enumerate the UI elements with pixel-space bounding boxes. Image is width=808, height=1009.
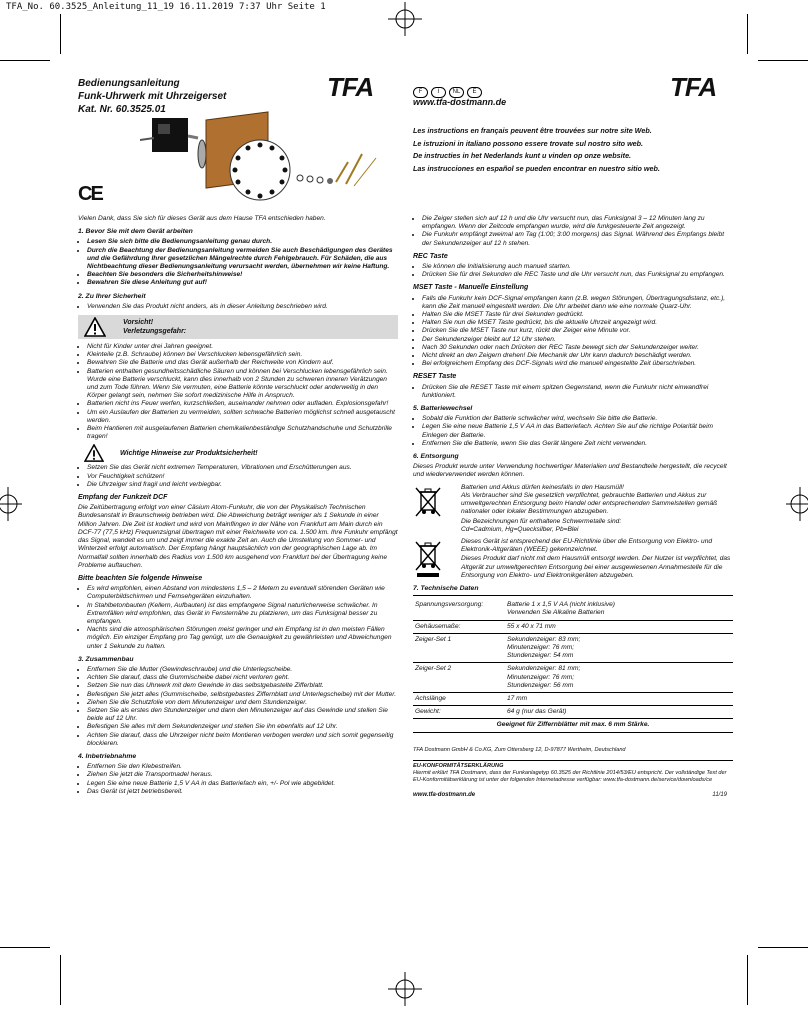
spec-value-line: Stundenzeiger: 54 mm	[507, 652, 574, 660]
important-list	[78, 464, 398, 489]
registration-mark-icon	[786, 487, 808, 521]
note-fr: Les instructions en français peuvent être trouvées sur notre site Web.	[413, 126, 652, 135]
spec-key: Achslänge	[413, 692, 505, 705]
right-column	[413, 215, 733, 799]
battery-disposal-block	[413, 484, 733, 534]
crop-mark	[0, 60, 50, 61]
ce-mark: CE	[78, 183, 102, 205]
table-row	[413, 620, 733, 633]
table-row	[413, 663, 733, 693]
spec-value	[505, 663, 733, 693]
bin1-text-4: Cd=Cadmium, Hg=Quecksilber, Pb=Blei	[461, 525, 579, 533]
divider	[413, 595, 733, 596]
spec-value-line: 55 x 40 x 71 mm	[507, 622, 556, 630]
crop-mark	[758, 947, 808, 948]
section-1-title: 1. Bevor Sie mit dem Gerät arbeiten	[78, 228, 193, 236]
hints-list	[78, 585, 398, 651]
table-row	[413, 599, 733, 620]
list-item: • Falls die Funkuhr kein DCF-Signal empfangen kann (z.B. wegen Störungen, Übertragungsdistanz, etc.), kann die Zeit manuell eingestellt werden. Die Uhr arbeitet dann wie eine normale Quarz-Uhr.	[422, 295, 733, 311]
note-es: Las instrucciones en español se pueden encontrar en nuestro sitio web.	[413, 163, 660, 173]
disposal-text: Dieses Produkt wurde unter Verwendung hochwertiger Materialien und Bestandteile hergestellt, die recycelt und wiederverwendet werden können.	[413, 463, 727, 479]
list-item: • In Stahlbetonbauten (Kellern, Aufbauten) ist das empfangene Signal naturlicherweise schwächer. In Extremfällen wird empfohlen, das Gerät in Fensternähe zu platzieren, um das Funksignal besser zu empfangen.	[87, 602, 398, 627]
list-item: • Befestigen Sie jetzt alles (Gummischeibe, selbstgebastes Ziffernblatt und Unterlegscheibe) mit der Mutter.	[87, 691, 398, 699]
spec-key: Spannungsversorgung:	[413, 599, 505, 620]
list-item: • Entfernen Sie die Mutter (Gewindeschraube) und die Unterlegscheibe.	[87, 666, 398, 674]
language-badge-fr: F	[413, 87, 428, 98]
crop-mark	[747, 955, 748, 1005]
list-item: • Kleinteile (z.B. Schraube) können bei Verschlucken lebensgefährlich sein.	[87, 351, 398, 359]
list-item: • Batterien enthalten gesundheitsschädliche Säuren und können bei Verschlucken lebensgefährlich sein. Wurde eine Batterie verschluckt, kann dies innerhalb von 2 Stunden zu schweren inneren Verätzungen und zum Tode führen. Wenn Sie vermuten, eine Batterie könnte verschluckt oder anderweitig in den Körper gelangt sein, nehmen Sie sofort medizinische Hilfe in Anspruch.	[87, 368, 398, 401]
weee-disposal-block	[413, 538, 733, 580]
initial-list	[413, 215, 733, 248]
title-line-3: Kat. Nr. 60.3525.01	[78, 104, 166, 115]
list-item: • Halten Sie nun die MSET Taste gedrückt, bis die aktuelle Uhrzeit angezeigt wird.	[422, 319, 733, 327]
list-item: • Bewahren Sie die Batterie und das Gerät außerhalb der Reichweite von Kindern auf.	[87, 359, 398, 367]
spec-value-line: Stundenzeiger: 56 mm	[507, 681, 574, 689]
print-header: TFA_No. 60.3525_Anleitung_11_19 16.11.2019 7:37 Uhr Seite 1	[6, 2, 326, 12]
list-item: • Drücken Sie für drei Sekunden die REC Taste und die Uhr versucht nun, das Funksignal zu empfangen.	[422, 271, 733, 279]
spec-value	[505, 633, 733, 663]
rec-title: REC Taste	[413, 252, 448, 260]
weee-bin-icon	[415, 540, 441, 578]
hints-title: Bitte beachten Sie folgende Hinweise	[78, 574, 203, 582]
international-notes	[413, 125, 660, 175]
list-item: • Nach 30 Sekunden oder nach Drücken der REC Taste bewegt sich der Sekundenzeiger weiter.	[422, 344, 733, 352]
clock-movement-illustration	[140, 110, 380, 210]
crop-mark	[747, 14, 748, 54]
list-item: • Nicht direkt an den Zeigern drehen! Die Mechanik der Uhr kann dadurch beschädigt werden.	[422, 352, 733, 360]
tfa-logo: TFA	[670, 72, 717, 102]
spec-value-line: 17 mm	[507, 694, 528, 702]
section-3-title: 3. Zusammenbau	[78, 655, 134, 663]
crop-mark	[60, 14, 61, 54]
list-item: • Achten Sie darauf, dass die Uhrzeiger nicht beim Montieren verbogen werden und sich somit gegenseitig blockieren.	[87, 732, 398, 748]
footer-date: 11/19	[712, 791, 727, 798]
list-item: • Halten Sie die MSET Taste für drei Sekunden gedrückt.	[422, 311, 733, 319]
list-item: • Ziehen Sie jetzt die Transportnadel heraus.	[87, 771, 398, 779]
eu-text: Hiermit erklärt TFA Dostmann, dass der Funkanlagetyp 60.3525 der Richtlinie 2014/53/EU entspricht. Der vollständige Text der EU-Konformitätserklärung ist unter der folgenden Internetadresse verfügbar: www.tfa-dostmann.de/service/downloads/ce	[413, 769, 727, 783]
spec-key: Zeiger-Set 2	[413, 663, 505, 693]
crop-mark	[60, 955, 61, 1005]
language-badge-it: I	[431, 87, 446, 98]
section-5-title: 5. Batteriewechsel	[413, 405, 473, 413]
spec-table	[413, 599, 733, 732]
company-block	[413, 747, 733, 799]
language-badge-nl: NL	[449, 87, 464, 98]
list-item: • Um ein Auslaufen der Batterien zu vermeiden, sollten schwache Batterien möglichst schnell ausgetauscht werden.	[87, 409, 398, 425]
registration-mark-icon	[388, 2, 422, 36]
spec-value	[505, 599, 733, 620]
spec-value-line: 64 g (nur das Gerät)	[507, 708, 567, 716]
section-2-list	[78, 303, 398, 311]
list-item: • Batterien nicht ins Feuer werfen, kurzschließen, auseinander nehmen oder aufladen. Explosionsgefahr!	[87, 400, 398, 408]
section-3-list	[78, 666, 398, 748]
list-item: • Verwenden Sie das Produkt nicht anders, als in dieser Anleitung beschrieben wird.	[87, 303, 398, 311]
warning-line-2: Verletzungsgefahr:	[123, 327, 187, 335]
list-item: • Durch die Beachtung der Bedienungsanleitung vermeiden Sie auch Beschädigungen des Gerätes und die Gefährdung Ihrer gesetzlichen Mängelrechte durch Fehlgebrauch. Für Schäden, die aus Nichtbeachtung dieser Bedienungsanleitung verursacht werden, übernehmen wir keine Haftung.	[87, 247, 398, 272]
reset-list	[413, 384, 733, 400]
list-item: • Das Gerät ist jetzt betriebsbereit.	[87, 788, 398, 796]
list-item: • Setzen Sie nun das Uhrwerk mit dem Gewinde in das selbstgebastelte Zifferblatt.	[87, 682, 398, 690]
warning-line-1: Vorsicht!	[123, 319, 154, 327]
list-item: • Bei erfolgreichem Empfang des DCF-Signals wird die manuell eingestellte Zeit überschrieben.	[422, 360, 733, 368]
bin1-text-2: Als Verbraucher sind Sie gesetzlich verpflichtet, gebrauchte Batterien und Akkus zur umweltgerechten Entsorgung beim Handel oder entsprechenden Sammelstellen gemäß nationaler oder lokaler Bestimmungen abzugeben.	[461, 491, 718, 516]
list-item: • Der Sekundenzeiger bleibt auf 12 Uhr stehen.	[422, 336, 733, 344]
spec-key: Zeiger-Set 1	[413, 633, 505, 663]
list-item: • Ziehen Sie die Schutzfolie von dem Minutenzeiger und dem Stundenzeiger.	[87, 699, 398, 707]
list-item: • Legen Sie eine neue Batterie 1,5 V AA in das Batteriefach. Achten Sie auf die richtige Polarität beim Einlegen der Batterie.	[422, 423, 733, 439]
bin1-text-3: Die Bezeichnungen für enthaltene Schwermetalle sind:	[461, 517, 622, 525]
registration-mark-icon	[388, 972, 422, 1006]
list-item: • Drücken Sie die RESET Taste mit einem spitzen Gegenstand, wenn die Funkuhr nicht einwandfrei funktioniert.	[422, 384, 733, 400]
list-item: • Nicht für Kinder unter drei Jahren geeignet.	[87, 343, 398, 351]
dcf-text: Die Zeitübertragung erfolgt von einer Cäsium Atom-Funkuhr, die von der Physikalisch Technischen Bundesanstalt in Braunschweig betrieben wird. Die Abweichung beträgt weniger als 1 Sekunde in einer Million Jahren. Die Zeit ist kodiert und wird von Mainflingen in der Nähe von Frankfurt am Main durch ein DCF-77 (77,5 kHz) Frequenzsignal übertragen mit einer Reichweite von ca. 1.500 km. Ihre Funkuhr empfängt das Signal, wandelt es um und zeigt immer die exakte Zeit an. Auch die Umstellung von Sommer- und Winterzeit erfolgt automatisch. Der Empfang hängt hauptsächlich von der geographischen Lage ab. Im Normalfall sollten innerhalb des Radius von 1.500 km ausgehend von Frankfurt bei der Übertragung keine Probleme auftauchen.	[78, 504, 398, 569]
footer-row	[413, 792, 733, 799]
warning-list	[78, 343, 398, 441]
spec-key: Gewicht:	[413, 706, 505, 719]
reset-title: RESET Taste	[413, 373, 457, 381]
rec-list	[413, 263, 733, 279]
section-6-title: 6. Entsorgung	[413, 453, 459, 461]
spec-value	[505, 706, 733, 719]
list-item: • Entfernen Sie den Klebestreifen.	[87, 763, 398, 771]
intro-text: Vielen Dank, dass Sie sich für dieses Gerät aus dem Hause TFA entschieden haben.	[78, 215, 326, 222]
list-item: • Vor Feuchtigkeit schützen!	[87, 473, 398, 481]
language-badge-es: E	[467, 87, 482, 98]
section-5-list	[413, 415, 733, 448]
spec-value-line: Verwenden Sie Alkaline Batterien	[507, 609, 605, 617]
table-row	[413, 706, 733, 719]
section-7-title: 7. Technische Daten	[413, 584, 479, 592]
bin1-text-1: Batterien und Akkus dürfen keinesfalls in den Hausmüll!	[461, 483, 624, 491]
list-item: • Setzen Sie als erstes den Stundenzeiger und dann den Minutenzeiger auf das Gewinde und stellen Sie beide auf 12 Uhr.	[87, 707, 398, 723]
list-item: • Die Zeiger stellen sich auf 12 h und die Uhr versucht nun, das Funksignal 3 – 12 Minuten lang zu empfangen. Wenn der Zeitcode empfangen wurde, wird die funkgesteuerte Zeit angezeigt.	[422, 215, 733, 231]
bin2-text-1: Dieses Gerät ist entsprechend der EU-Richtlinie über die Entsorgung von Elektro- und Elektronik-Altgeräten (WEEE) gekennzeichnet.	[461, 537, 713, 554]
table-row	[413, 692, 733, 705]
warning-heading	[123, 319, 186, 336]
spec-value-line: Sekundenzeiger: 81 mm;	[507, 665, 581, 673]
note-it: Le istruzioni in italiano possono essere trovate sul nostro sito web.	[413, 138, 644, 148]
spec-value-line: Batterie 1 x 1,5 V AA (nicht inklusive)	[507, 601, 615, 609]
list-item: • Setzen Sie das Gerät nicht extremen Temperaturen, Vibrationen und Erschütterungen aus.	[87, 464, 398, 472]
section-4-title: 4. Inbetriebnahme	[78, 752, 137, 760]
list-item: • Sie können die Initialisierung auch manuell starten.	[422, 263, 733, 271]
table-row	[413, 633, 733, 663]
spec-value-line: Minutenzeiger: 76 mm;	[507, 643, 575, 651]
title-line-1: Bedienungsanleitung	[78, 78, 180, 89]
list-item: • Beachten Sie besonders die Sicherheitshinweise!	[87, 271, 398, 279]
list-item: • Es wird empfohlen, einen Abstand von mindestens 1,5 – 2 Metern zu eventuell störenden Geräten wie Computerbildschirmen und Fernsehgeräten einzuhalten.	[87, 585, 398, 601]
registration-mark-icon	[0, 487, 22, 521]
mset-list	[413, 295, 733, 369]
website-link[interactable]: www.tfa-dostmann.de	[413, 97, 507, 107]
spec-value	[505, 692, 733, 705]
bin2-text-2: Dieses Produkt darf nicht mit dem Hausmüll entsorgt werden. Der Nutzer ist verpflichtet, das Altgerät zur umweltgerechten Entsorgung bei einer ausgewiesenen Annahmestelle für die Entsorgung von Elektro- und Elektronikgeräten abzugeben.	[461, 555, 731, 579]
section-4-list	[78, 763, 398, 796]
spec-value-line: Sekundenzeiger: 83 mm;	[507, 635, 581, 643]
spec-value-line: Minutenzeiger: 76 mm;	[507, 673, 575, 681]
dcf-title: Empfang der Funkzeit DCF	[78, 494, 168, 502]
section-2-title: 2. Zu Ihrer Sicherheit	[78, 292, 146, 300]
list-item: • Sobald die Funktion der Batterie schwächer wird, wechseln Sie bitte die Batterie.	[422, 415, 733, 423]
divider	[413, 760, 733, 761]
list-item: • Die Funkuhr empfängt zweimal am Tag (1:00; 3:00 morgens) das Signal. Während des Empfangs bleibt der Sekundenzeiger auf 12 h stehen.	[422, 231, 733, 247]
crop-mark	[0, 947, 50, 948]
eu-title: EU-KONFORMITÄTSERKLÄRUNG	[413, 762, 504, 769]
title-line-2: Funk-Uhrwerk mit Uhrzeigerset	[78, 91, 227, 102]
list-item: • Lesen Sie sich bitte die Bedienungsanleitung genau durch.	[87, 238, 398, 246]
list-item: • Achten Sie darauf, dass die Gummischeibe dabei nicht verloren geht.	[87, 674, 398, 682]
crop-mark	[758, 60, 808, 61]
mset-title: MSET Taste - Manuelle Einstellung	[413, 284, 529, 292]
list-item: • Nachts sind die atmosphärischen Störungen meist geringer und ein Empfang ist in den meisten Fällen möglich. Ein einziger Empfang pro Tag genügt, um die Genauigkeit zu gewährleisten und Abweichungen unter 1 Sekunde zu halten.	[87, 626, 398, 651]
language-badges	[413, 80, 485, 98]
spec-value	[505, 620, 733, 633]
warning-triangle-icon	[84, 317, 106, 337]
list-item: • Legen Sie eine neue Batterie 1,5 V AA in das Batteriefach ein, +/- Pol wie abgebildet.	[87, 780, 398, 788]
list-item: • Entfernen Sie die Batterie, wenn Sie das Gerät längere Zeit nicht verwenden.	[422, 440, 733, 448]
crossed-bin-icon	[415, 486, 441, 518]
footer-url[interactable]: www.tfa-dostmann.de	[413, 791, 476, 798]
warning-triangle-icon	[84, 444, 104, 462]
left-column	[78, 215, 398, 799]
note-nl: De instructies in het Nederlands kunt u vinden op onze website.	[413, 151, 632, 161]
list-item: • Drücken Sie die MSET Taste nur kurz, rückt der Zeiger eine Minute vor.	[422, 327, 733, 335]
list-item: • Bewahren Sie diese Anleitung gut auf!	[87, 279, 398, 287]
list-item: • Die Uhrzeiger sind fragil und leicht verbiegbar.	[87, 481, 398, 489]
important-heading-row	[78, 444, 398, 462]
section-1-list	[78, 238, 398, 287]
spec-key: Gehäusemaße:	[413, 620, 505, 633]
warning-box	[78, 315, 398, 339]
important-title: Wichtige Hinweise zur Produktsicherheit!	[120, 450, 258, 458]
tfa-logo: TFA	[327, 72, 374, 102]
company-address: TFA Dostmann GmbH & Co.KG, Zum Ottersberg 12, D-97877 Wertheim, Deutschland	[413, 746, 626, 753]
spec-footer: Geeignet für Ziffernblätter mit max. 6 mm Stärke.	[413, 719, 733, 732]
list-item: • Befestigen Sie alles mit dem Sekundenzeiger und stellen Sie ihn ebenfalls auf 12 Uhr.	[87, 723, 398, 731]
table-row	[413, 719, 733, 732]
list-item: • Beim Hantieren mit ausgelaufenen Batterien chemikalienbeständige Schutzhandschuhe und Schutzbrille tragen!	[87, 425, 398, 441]
